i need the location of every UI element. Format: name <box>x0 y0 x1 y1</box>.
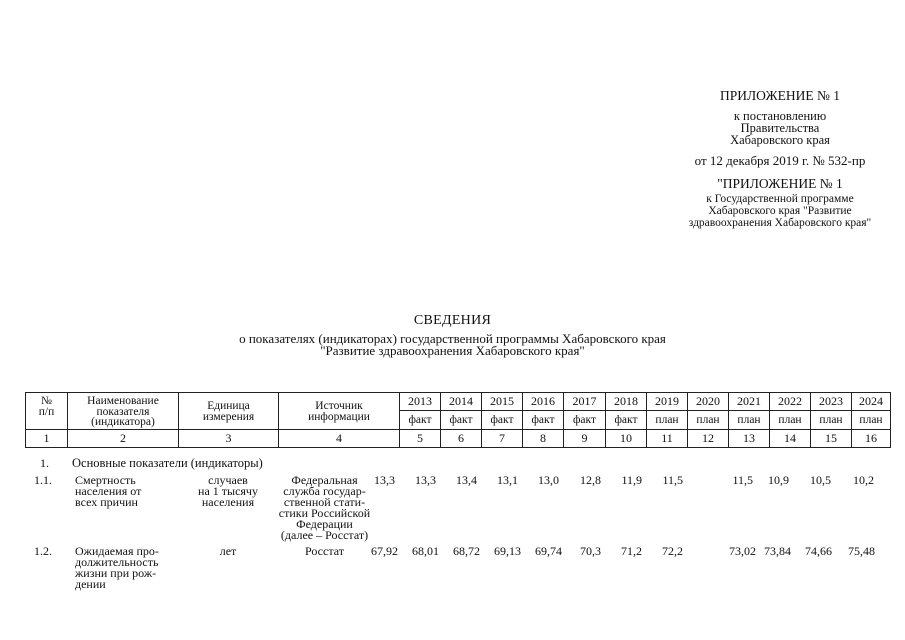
year-2017: 2017 <box>564 393 606 411</box>
col-number: 3 <box>179 430 279 448</box>
type-2013: факт <box>400 411 441 430</box>
col-number: 7 <box>482 430 523 448</box>
value-2015: 68,72 <box>453 544 480 558</box>
row-number: 1.2. <box>34 544 52 558</box>
col-number: 8 <box>523 430 564 448</box>
type-2023: план <box>811 411 852 430</box>
indicator-name-line: жизни при рож- <box>75 566 157 580</box>
value-2013: 67,92 <box>371 544 398 558</box>
col-number: 12 <box>688 430 729 448</box>
col-number: 13 <box>729 430 770 448</box>
program-line-3: здравоохранения Хабаровского края" <box>688 217 872 229</box>
source-line: Федеральная <box>291 473 358 487</box>
col-header-unit <box>179 393 279 430</box>
type-2024: план <box>852 411 891 430</box>
col-header-number-l2: п/п <box>38 405 55 418</box>
value-2016: 69,13 <box>494 544 521 558</box>
indicator-name-line: дении <box>75 577 106 591</box>
indicators-table <box>25 392 891 448</box>
value-2017: 13,0 <box>538 473 559 487</box>
value-2023: 10,5 <box>810 473 831 487</box>
year-2024: 2024 <box>852 393 891 411</box>
col-number: 15 <box>811 430 852 448</box>
type-2016: факт <box>523 411 564 430</box>
value-2023: 74,66 <box>805 544 832 558</box>
year-2019: 2019 <box>647 393 688 411</box>
col-header-source <box>279 393 400 430</box>
value-2016: 13,1 <box>497 473 518 487</box>
subtitle-line-2: "Развитие здравоохранения Хабаровского края" <box>320 343 585 358</box>
col-number: 1 <box>26 430 68 448</box>
value-2024: 75,48 <box>848 544 875 558</box>
value-2017: 69,74 <box>535 544 562 558</box>
resolution-date: от 12 декабря 2019 г. № 532-пр <box>694 153 866 168</box>
col-header-unit-l1: Единица <box>207 400 250 412</box>
col-number: 2 <box>68 430 179 448</box>
type-2022: план <box>770 411 811 430</box>
indicator-name-line: Смертность <box>75 473 136 487</box>
section-number: 1. <box>40 456 49 470</box>
type-2014: факт <box>441 411 482 430</box>
type-2019: план <box>647 411 688 430</box>
indicator-name-line: должительность <box>75 555 159 569</box>
value-2022: 73,84 <box>764 544 791 558</box>
section-title: Основные показатели (индикаторы) <box>72 456 263 470</box>
value-2019: 11,9 <box>621 473 642 487</box>
value-2015: 13,4 <box>456 473 477 487</box>
type-2021: план <box>729 411 770 430</box>
year-2021: 2021 <box>729 393 770 411</box>
col-header-source-l2: информации <box>308 410 370 423</box>
col-header-number-l1: № <box>41 395 52 407</box>
source-line: стики Российской <box>278 506 371 520</box>
value-2021: 73,02 <box>729 544 756 558</box>
row-number: 1.1. <box>34 473 52 487</box>
col-number: 14 <box>770 430 811 448</box>
resolution-line-1: к постановлению <box>733 109 827 123</box>
col-header-name-l3: (индикатора) <box>91 416 155 428</box>
year-2018: 2018 <box>606 393 647 411</box>
unit-line: населения <box>201 495 255 509</box>
value-2020: 72,2 <box>662 544 683 558</box>
col-number: 16 <box>852 430 891 448</box>
year-2013: 2013 <box>400 393 441 411</box>
col-number: 6 <box>441 430 482 448</box>
col-header-name-l2: показателя <box>96 405 150 418</box>
year-2014: 2014 <box>441 393 482 411</box>
resolution-line-2: Правительства <box>740 121 820 135</box>
resolution-line-3: Хабаровского края <box>730 133 830 147</box>
year-2023: 2023 <box>811 393 852 411</box>
value-2014: 13,3 <box>415 473 436 487</box>
value-2018: 70,3 <box>580 544 601 558</box>
unit-line: случаев <box>208 473 248 487</box>
unit-line: на 1 тысячу <box>198 484 258 498</box>
value-2020: 11,5 <box>662 473 683 487</box>
col-number: 10 <box>606 430 647 448</box>
source-line: Федерации <box>296 517 353 531</box>
source-line: (далее – Росстат) <box>280 528 369 542</box>
document-title: СВЕДЕНИЯ <box>413 313 492 328</box>
col-header-name-l1: Наименование <box>87 395 159 407</box>
year-header-row <box>26 393 891 411</box>
year-2016: 2016 <box>523 393 564 411</box>
col-number: 5 <box>400 430 441 448</box>
indicator-name-line: населения от <box>75 484 142 498</box>
value-2021: 11,5 <box>732 473 753 487</box>
type-2017: факт <box>564 411 606 430</box>
source-line: ственной стати- <box>283 495 366 509</box>
year-2022: 2022 <box>770 393 811 411</box>
indicator-name <box>75 475 141 508</box>
col-header-indicator-name <box>68 393 179 430</box>
value-2014: 68,01 <box>412 544 439 558</box>
col-number: 9 <box>564 430 606 448</box>
type-2020: план <box>688 411 729 430</box>
column-number-row <box>26 430 891 448</box>
unit-line: лет <box>219 544 237 558</box>
indicator-name-line: Ожидаемая про- <box>75 544 159 558</box>
col-number: 4 <box>279 430 400 448</box>
program-line-2: Хабаровского края "Развитие <box>708 205 852 217</box>
type-2018: факт <box>606 411 647 430</box>
appendix-heading-2: "ПРИЛОЖЕНИЕ № 1 <box>717 176 843 191</box>
value-2022: 10,9 <box>768 473 789 487</box>
col-header-source-l1: Источник <box>315 400 363 412</box>
value-2019: 71,2 <box>621 544 642 558</box>
year-2015: 2015 <box>482 393 523 411</box>
col-header-number <box>26 393 68 430</box>
type-2015: факт <box>482 411 523 430</box>
value-2013: 13,3 <box>374 473 395 487</box>
indicator-name-line: всех причин <box>75 495 138 509</box>
indicator-name <box>75 546 159 590</box>
source-line: Росстат <box>305 544 344 558</box>
col-header-unit-l2: измерения <box>202 410 255 423</box>
source-line: служба государ- <box>283 484 366 498</box>
value-2018: 12,8 <box>580 473 601 487</box>
col-number: 11 <box>647 430 688 448</box>
appendix-heading: ПРИЛОЖЕНИЕ № 1 <box>719 88 841 103</box>
year-2020: 2020 <box>688 393 729 411</box>
subtitle-line-1: о показателях (индикаторах) государственной программы Хабаровского края <box>239 331 666 346</box>
value-2024: 10,2 <box>853 473 874 487</box>
program-line-1: к Государственной программе <box>706 193 854 205</box>
